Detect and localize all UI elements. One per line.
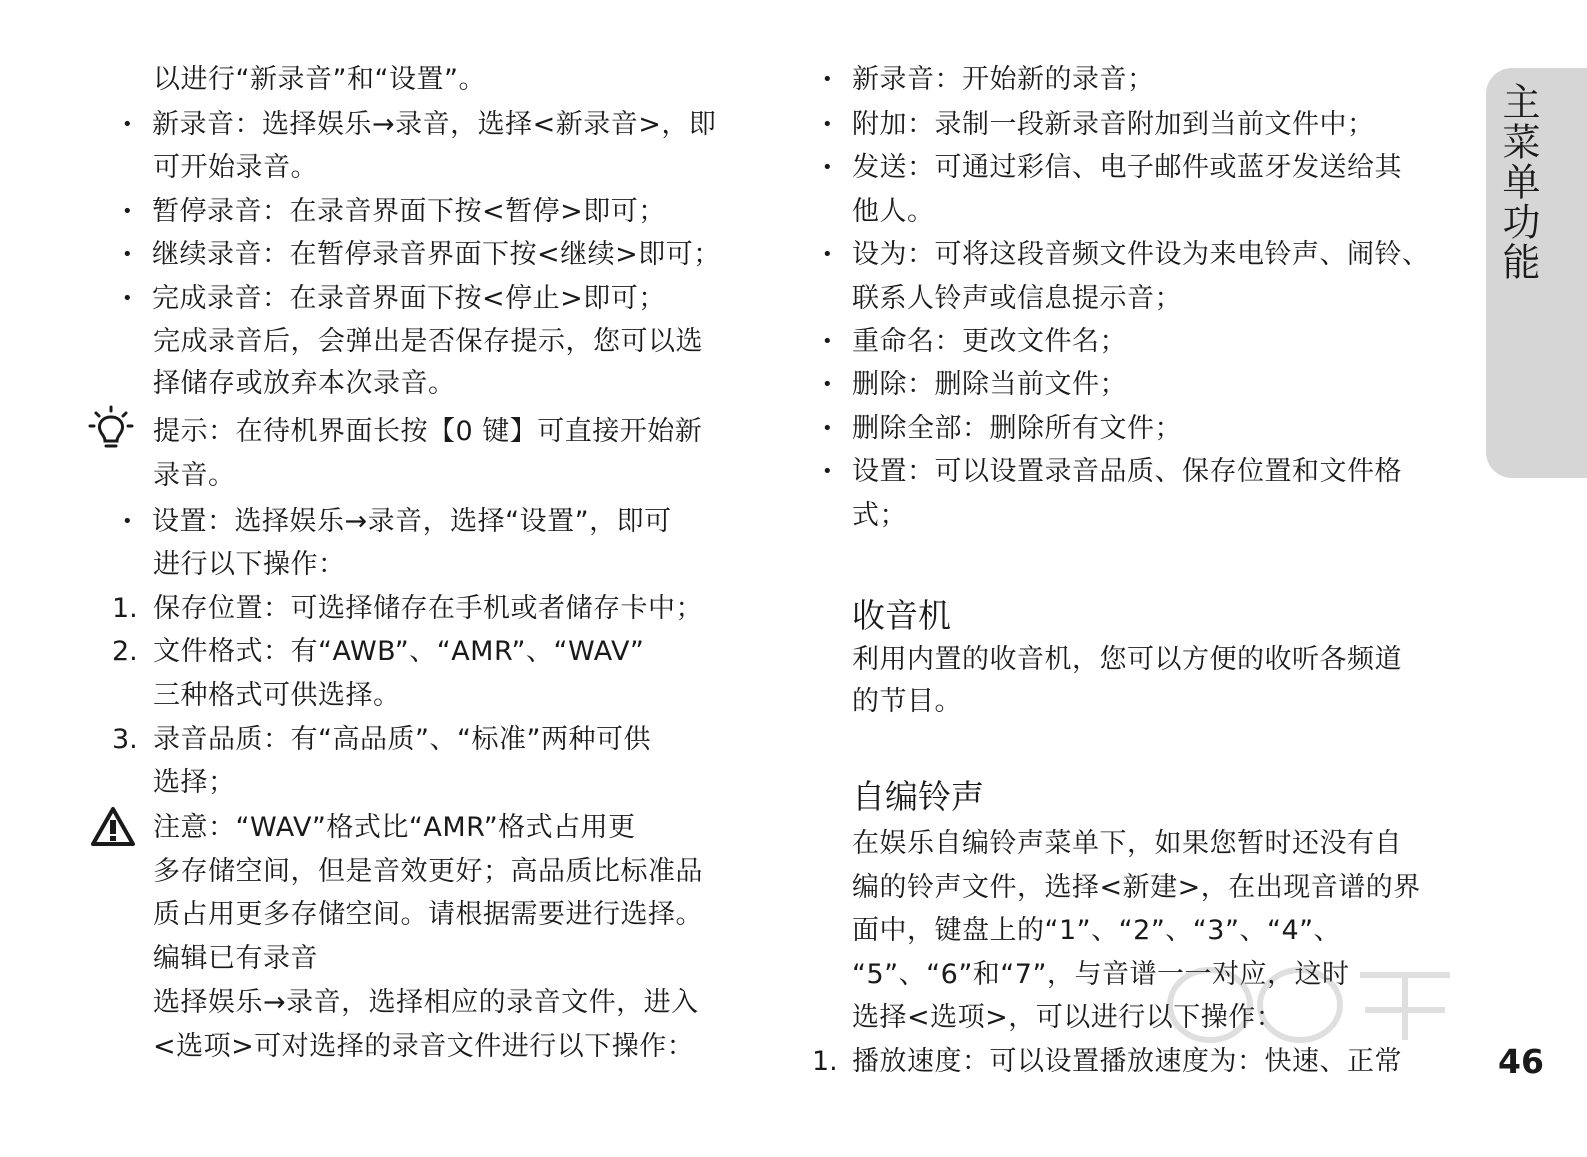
text-line: 录音。 <box>153 460 236 491</box>
section-heading-radio: 收音机 <box>852 596 951 635</box>
numbered-item: 文件格式：有“AWB”、“AMR”、“WAV” <box>153 636 645 667</box>
bullet-item: • 新录音：开始新的录音； <box>852 58 1155 102</box>
bullet-item: • 删除：删除当前文件； <box>852 363 1127 407</box>
list-number: 3. <box>112 724 138 755</box>
tip-text: 提示：在待机界面长按【0 键】可直接开始新 <box>153 416 703 447</box>
text-line: 在娱乐自编铃声菜单下，如果您暂时还没有自 <box>852 828 1402 859</box>
text-line: <选项>可对选择的录音文件进行以下操作： <box>153 1031 695 1062</box>
text-line: 三种格式可供选择。 <box>153 680 401 711</box>
text-line: 式； <box>852 500 907 531</box>
text-line: 进行以下操作： <box>153 549 346 580</box>
text-line: 质占用更多存储空间。请根据需要进行选择。 <box>153 899 703 930</box>
caution-text: 注意：“WAV”格式比“AMR”格式占用更 <box>153 812 636 843</box>
text-line: 多存储空间，但是音效更好；高品质比标准品 <box>153 856 703 887</box>
list-number: 1. <box>812 1046 838 1077</box>
page-number: 46 <box>1498 1042 1544 1081</box>
bullet-item: • 继续录音：在暂停录音界面下按<继续>即可； <box>152 233 721 277</box>
bullet-item: • 设置：选择娱乐→录音，选择“设置”，即可 <box>152 500 672 544</box>
numbered-item: 保存位置：可选择储存在手机或者储存卡中； <box>153 593 703 624</box>
text-line: 完成录音后，会弹出是否保存提示，您可以选 <box>153 326 703 357</box>
bullet-item: • 发送：可通过彩信、电子邮件或蓝牙发送给其 <box>852 146 1402 190</box>
subheading: 编辑已有录音 <box>153 943 318 974</box>
text-line: 利用内置的收音机，您可以方便的收听各频道 <box>852 644 1402 675</box>
text-line: 选择<选项>，可以进行以下操作： <box>852 1002 1284 1033</box>
text-line: 的节目。 <box>852 686 962 717</box>
text-line: 选择娱乐→录音，选择相应的录音文件，进入 <box>153 987 699 1018</box>
text-line: 联系人铃声或信息提示音； <box>852 283 1182 314</box>
text-line: 可开始录音。 <box>153 152 318 183</box>
bullet-item: • 设为：可将这段音频文件设为来电铃声、闹铃、 <box>852 233 1430 277</box>
lightbulb-icon <box>88 405 134 455</box>
warning-icon <box>90 806 136 848</box>
bullet-item: • 删除全部：删除所有文件； <box>852 407 1182 451</box>
text-line: 择储存或放弃本次录音。 <box>153 368 456 399</box>
text-line: 他人。 <box>852 196 935 227</box>
bullet-item: • 设置：可以设置录音品质、保存位置和文件格 <box>852 450 1402 494</box>
text-line: 选择； <box>153 767 236 798</box>
bullet-item: • 完成录音：在录音界面下按<停止>即可； <box>152 277 666 321</box>
section-heading-ringtone: 自编铃声 <box>852 777 984 816</box>
bullet-item: • 暂停录音：在录音界面下按<暂停>即可； <box>152 190 666 234</box>
bullet-item: • 附加：录制一段新录音附加到当前文件中； <box>852 103 1375 147</box>
section-tab-label: 主菜单功能 <box>1496 82 1540 282</box>
numbered-item: 播放速度：可以设置播放速度为：快速、正常 <box>852 1046 1402 1077</box>
text-line: 编的铃声文件，选择<新建>，在出现音谱的界 <box>852 872 1421 903</box>
list-number: 1. <box>112 593 138 624</box>
bullet-item: • 新录音：选择娱乐→录音，选择<新录音>，即 <box>152 103 716 147</box>
numbered-item: 录音品质：有“高品质”、“标准”两种可供 <box>153 724 651 755</box>
bullet-item: • 重命名：更改文件名； <box>852 320 1127 364</box>
text-line: 以进行“新录音”和“设置”。 <box>153 64 486 95</box>
list-number: 2. <box>112 636 138 667</box>
text-line: 面中，键盘上的“1”、“2”、“3”、“4”、 <box>852 915 1342 946</box>
text-line: “5”、“6”和“7”，与音谱一一对应，这时 <box>852 959 1350 990</box>
